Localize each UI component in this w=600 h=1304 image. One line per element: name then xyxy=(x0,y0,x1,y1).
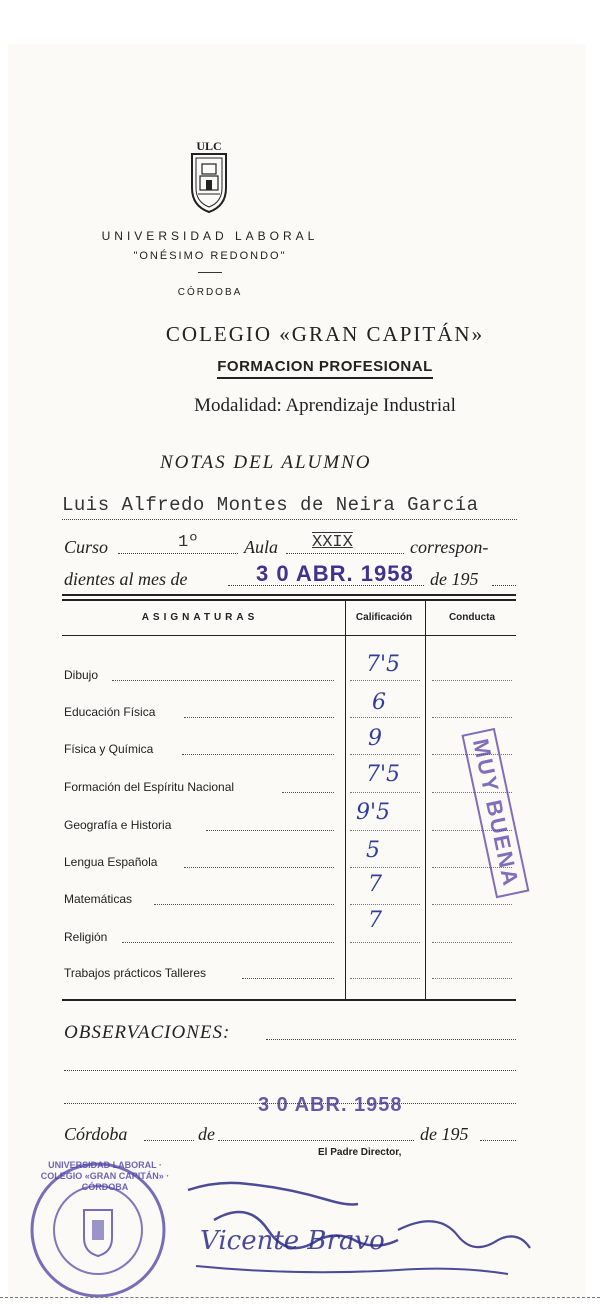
conduct-line xyxy=(432,679,512,681)
subject-label: Física y Química xyxy=(64,742,154,756)
conduct-line xyxy=(432,716,512,718)
grade-line xyxy=(350,941,420,943)
aula-value: XXIX xyxy=(312,533,353,552)
university-name: UNIVERSIDAD LABORAL xyxy=(101,229,319,243)
year-label: de 195 xyxy=(430,569,479,589)
subject-label: Educación Física xyxy=(64,705,156,719)
header-subjects: ASIGNATURAS xyxy=(141,612,259,623)
program-label: FORMACION PROFESIONAL xyxy=(217,358,433,379)
table-top-rule-1 xyxy=(62,594,516,596)
dientes-label: dientes al mes de xyxy=(64,569,188,589)
grade-line xyxy=(350,791,420,793)
grade-line xyxy=(350,679,420,681)
aula-line xyxy=(286,553,404,554)
month-stamp: 3 0 ABR. 1958 xyxy=(256,561,414,586)
coat-of-arms-icon xyxy=(186,136,232,214)
subject-label: Trabajos prácticos Talleres xyxy=(64,966,207,980)
grade-line xyxy=(350,753,420,755)
subject-dots xyxy=(282,792,334,793)
column-divider-2 xyxy=(425,601,426,999)
grade-value: 9 xyxy=(368,726,382,751)
city-heading: CÓRDOBA xyxy=(177,287,243,298)
director-label: El Padre Director, xyxy=(318,1147,402,1158)
aula-label: Aula xyxy=(244,537,278,557)
table-bottom-rule xyxy=(62,999,516,1001)
subject-dots xyxy=(206,830,334,831)
column-divider-1 xyxy=(345,601,346,999)
date-stamp: 3 0 ABR. 1958 xyxy=(258,1094,403,1116)
footer-year-label: de 195 xyxy=(420,1124,469,1144)
crest-letters: ULC xyxy=(196,139,222,153)
curso-label: Curso xyxy=(64,537,109,557)
day-line xyxy=(218,1140,414,1141)
header-grade: Calificación xyxy=(355,612,413,623)
observations-line-2 xyxy=(64,1070,516,1071)
table-top-rule-2 xyxy=(62,599,516,601)
header-rule xyxy=(62,635,516,636)
grade-line xyxy=(350,903,420,905)
year-line xyxy=(492,585,516,586)
subject-dots xyxy=(182,754,334,755)
place-line xyxy=(144,1140,194,1141)
grade-line xyxy=(350,866,420,868)
grade-value: 7 xyxy=(368,872,382,897)
header-conduct: Conducta xyxy=(448,612,496,623)
subject-dots xyxy=(112,680,334,681)
student-name: Luis Alfredo Montes de Neira García xyxy=(62,494,479,516)
grade-value: 6 xyxy=(372,690,386,715)
subject-label: Lengua Española xyxy=(64,855,158,869)
conduct-line xyxy=(432,941,512,943)
subject-dots xyxy=(184,867,334,868)
conduct-line xyxy=(432,903,512,905)
subject-label: Formación del Espíritu Nacional xyxy=(64,780,235,794)
page-edge xyxy=(0,1296,600,1298)
observations-line-1 xyxy=(266,1039,516,1040)
observations-label: OBSERVACIONES: xyxy=(64,1022,231,1043)
curso-line xyxy=(118,553,238,554)
subject-label: Religión xyxy=(64,930,108,944)
subject-dots xyxy=(242,978,334,979)
divider xyxy=(198,272,222,273)
subject-dots xyxy=(184,717,334,718)
modality: Modalidad: Aprendizaje Industrial xyxy=(194,395,456,416)
de-label: de xyxy=(198,1124,215,1144)
grade-line xyxy=(350,716,420,718)
grade-value: 5 xyxy=(366,838,380,863)
grade-value: 9'5 xyxy=(356,800,391,825)
subject-label: Geografía e Historia xyxy=(64,818,172,832)
place-label: Córdoba xyxy=(64,1124,128,1144)
curso-value: 1º xyxy=(178,533,199,552)
college-title: COLEGIO «GRAN CAPITÁN» xyxy=(165,322,485,346)
conduct-stamp: MUY BUENA xyxy=(461,728,529,898)
conduct-line xyxy=(432,977,512,979)
name-line xyxy=(62,519,517,520)
section-title: NOTAS DEL ALUMNO xyxy=(160,452,372,473)
subject-dots xyxy=(154,904,334,905)
footer-year-line xyxy=(480,1140,516,1141)
signature-text: Vicente Bravo xyxy=(200,1226,385,1256)
subject-label: Dibujo xyxy=(64,668,99,682)
grade-value: 7'5 xyxy=(366,762,401,787)
university-subtitle: "ONÉSIMO REDONDO" xyxy=(133,250,287,262)
corresp-label: correspon- xyxy=(410,537,489,557)
grade-line xyxy=(350,829,420,831)
program-title xyxy=(150,358,500,375)
grade-value: 7 xyxy=(368,908,382,933)
seal-text: UNIVERSIDAD LABORAL · COLEGIO «GRAN CAPITÁN» · CÓRDOBA xyxy=(40,1160,170,1192)
grade-value: 7'5 xyxy=(366,652,401,677)
grade-line xyxy=(350,977,420,979)
subject-label: Matemáticas xyxy=(64,892,133,906)
subject-dots xyxy=(122,942,334,943)
